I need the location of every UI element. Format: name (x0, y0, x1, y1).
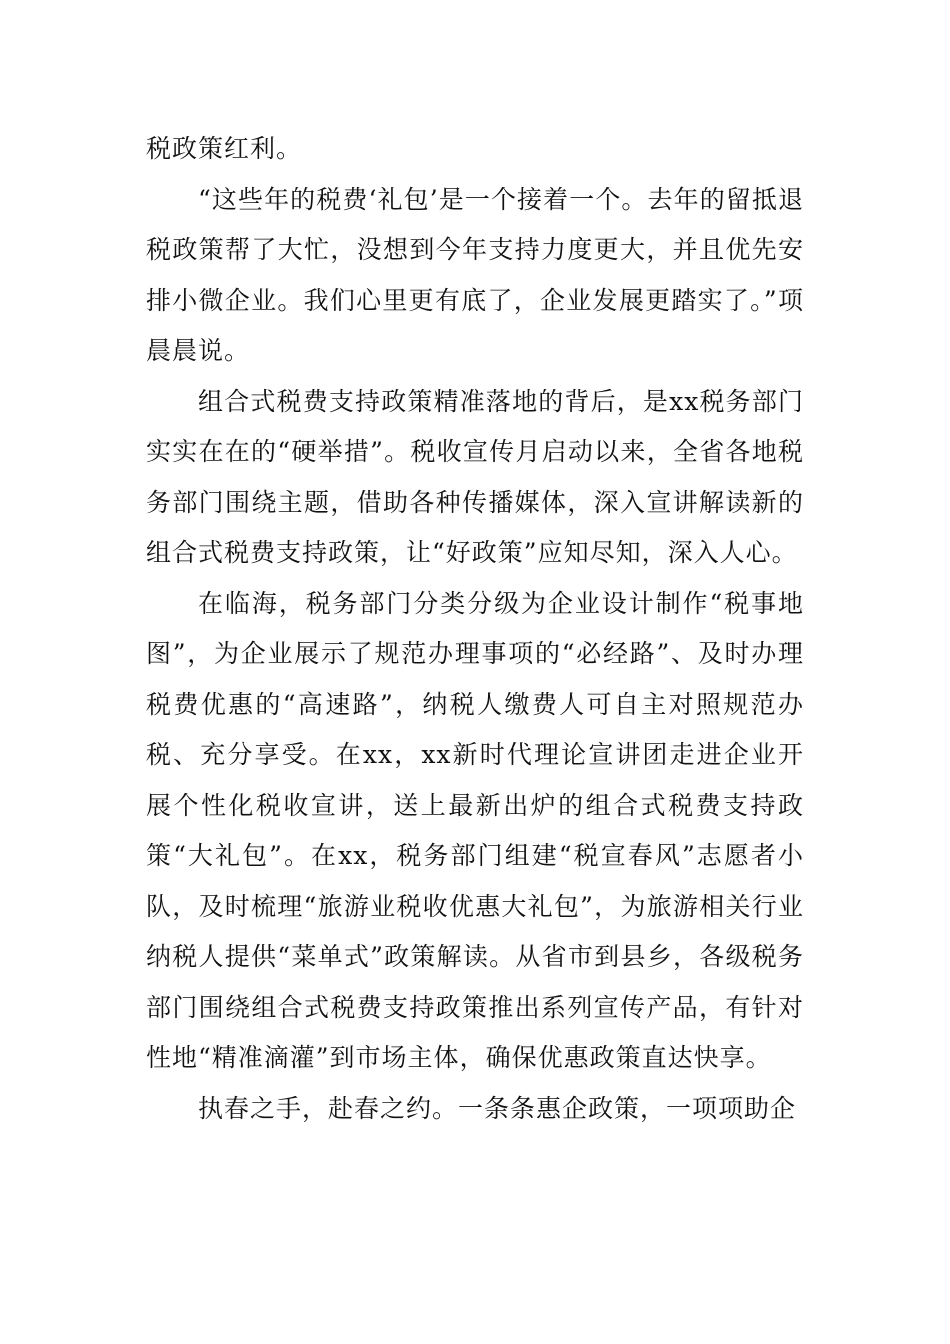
paragraph-closing: 执春之手，赴春之约。一条条惠企政策，一项项助企 (198, 1093, 797, 1123)
article-body (146, 124, 804, 1134)
paragraph-continuation: 税政策红利。 (146, 134, 303, 163)
paragraph-local-examples: 在临海，税务部门分类分级为企业设计制作“税事地图”，为企业展示了规范办理事项的“必经路”、及时办理税费优惠的“高速路”，纳税人缴费人可自主对照规范办税、充分享受。在xx，xx新时代理论宣讲团走进企业开展个性化税收宣讲，送上最新出炉的组合式税费支持政策“大礼包”。在xx，税务部门组建“税宣春风”志愿者小队，及时梳理“旅游业税收优惠大礼包”，为旅游相关行业纳税人提供“菜单式”政策解读。从省市到县乡，各级税务部门围绕组合式税费支持政策推出系列宣传产品，有针对性地“精准滴灌”到市场主体，确保优惠政策直达快享。 (146, 588, 804, 1072)
paragraph-quote: “这些年的税费‘礼包’是一个接着一个。去年的留抵退税政策帮了大忙，没想到今年支持力度更大，并且优先安排小微企业。我们心里更有底了，企业发展更踏实了。”项晨晨说。 (146, 184, 804, 365)
paragraph-measures: 组合式税费支持政策精准落地的背后，是xx税务部门实实在在的“硬举措”。税收宣传月启动以来，全省各地税务部门围绕主题，借助各种传播媒体，深入宣讲解读新的组合式税费支持政策，让“好政策”应知尽知，深入人心。 (146, 386, 804, 567)
